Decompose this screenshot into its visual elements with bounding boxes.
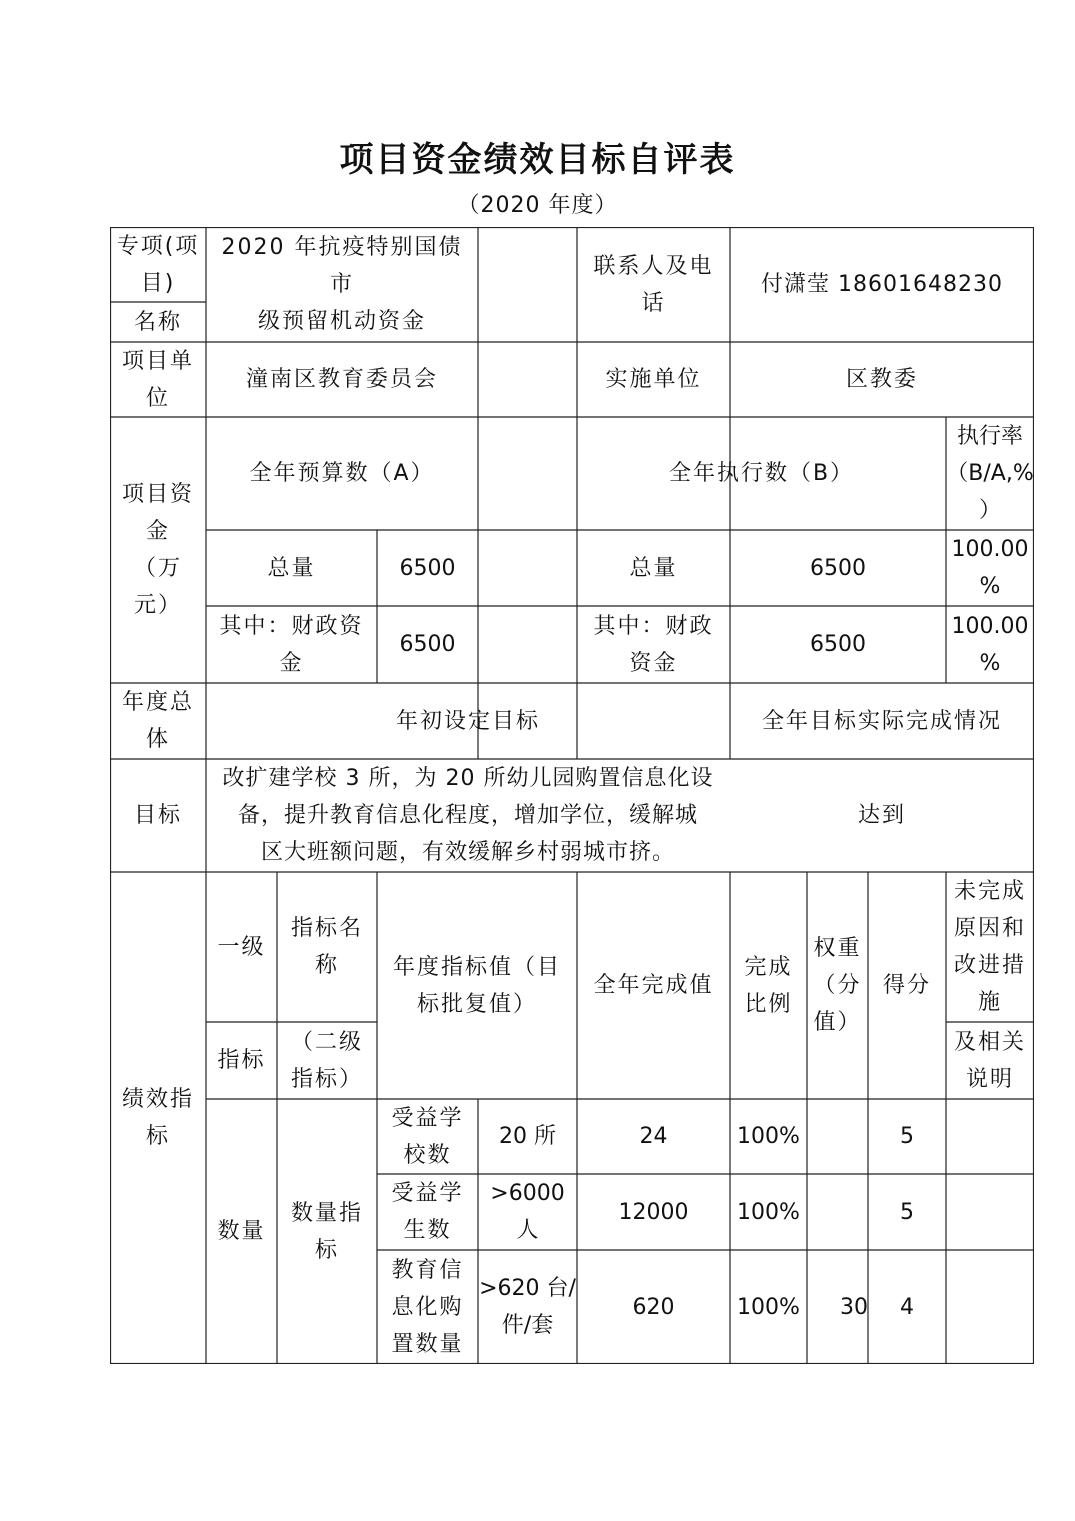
contact-label: 联系人及电 话 — [593, 253, 714, 316]
project-name-value: 2020 年抗疫特别国债市 级预留机动资金 — [221, 235, 463, 334]
reason-header: 未完成 原因和 改进措 施 — [953, 879, 1026, 1015]
indicator-ratio: 100% — [737, 1294, 800, 1320]
indicator-name-header-b: （二级 指标） — [290, 1029, 363, 1092]
total-exec: 6500 — [810, 555, 866, 581]
project-unit-label: 项目单 位 — [121, 348, 194, 411]
page-subtitle: （2020 年度） — [457, 193, 618, 218]
project-name-label-b: 名称 — [133, 309, 182, 335]
indicator-name: 受益学 生数 — [391, 1181, 464, 1243]
indicator-complete: 620 — [632, 1294, 675, 1320]
indicator-score: 4 — [900, 1294, 914, 1320]
indicator-weight — [807, 1174, 868, 1250]
indicator-score: 5 — [900, 1199, 914, 1225]
indicator-note — [946, 1099, 1034, 1174]
indicator-target: 20 所 — [499, 1124, 556, 1149]
indicator-weight — [807, 1099, 868, 1174]
target-header: 年度指标值（目 标批复值） — [392, 954, 561, 1017]
level1-header-b: 指标 — [217, 1048, 266, 1073]
project-name-label: 专项(项 目) — [116, 233, 200, 296]
total-rate: 100.00 % — [951, 537, 1029, 599]
indicator-ratio: 100% — [737, 1124, 800, 1149]
indicator-note — [946, 1250, 1034, 1364]
implementing-unit-label: 实施单位 — [605, 367, 702, 392]
contact-value: 付潇莹 18601648230 — [761, 272, 1003, 297]
project-unit-value: 潼南区教育委员会 — [245, 367, 438, 392]
budget-header: 全年预算数（A） — [249, 461, 435, 486]
total-exec-label: 总量 — [629, 555, 678, 581]
indicator-name: 受益学 校数 — [391, 1105, 464, 1168]
performance-label: 绩效指 标 — [121, 1087, 194, 1149]
total-budget: 6500 — [399, 555, 456, 581]
indicator-target: >620 台/ 件/套 — [479, 1276, 576, 1338]
quantity-level2: 数量指 标 — [290, 1200, 363, 1263]
initial-goal-text: 改扩建学校 3 所，为 20 所幼儿园购置信息化设 备，提升教育信息化程度，增加学位，缓解城 区大班额问题，有效缓解乡村弱城市挤。 — [222, 766, 714, 865]
page-title: 项目资金绩效目标自评表 — [339, 140, 736, 180]
fiscal-label: 其中：财政资 金 — [219, 613, 364, 676]
level1-header: 一级 — [217, 934, 266, 960]
indicator-score: 5 — [900, 1124, 914, 1149]
execution-header: 全年执行数（B） — [668, 461, 855, 486]
total-label: 总量 — [267, 555, 316, 581]
indicator-complete: 24 — [639, 1124, 668, 1149]
indicator-name-header: 指标名 称 — [290, 916, 363, 978]
annual-goal-label: 年度总 体 — [121, 690, 194, 752]
execution-rate-header: 执行率 （B/A,% ） — [946, 424, 1034, 523]
score-header: 得分 — [882, 973, 931, 998]
weight-header: 权重 （分 值） — [813, 936, 862, 1035]
indicator-complete: 12000 — [618, 1199, 689, 1225]
fiscal-exec-label: 其中：财政 资金 — [593, 613, 714, 676]
ratio-header: 完成 比例 — [744, 954, 793, 1017]
fiscal-exec: 6500 — [810, 632, 866, 657]
indicator-ratio: 100% — [737, 1199, 800, 1225]
funds-label: 项目资 金 （万 元） — [121, 482, 194, 618]
fiscal-rate: 100.00 % — [951, 613, 1029, 676]
implementing-unit-value: 区教委 — [845, 367, 918, 392]
evaluation-table — [110, 227, 1034, 1364]
actual-goal-text: 达到 — [857, 803, 906, 828]
fiscal-budget: 6500 — [399, 632, 456, 657]
indicator-target: >6000 人 — [490, 1181, 565, 1243]
indicator-name: 教育信 息化购 置数量 — [391, 1257, 464, 1357]
quantity-level1: 数量 — [217, 1219, 266, 1244]
indicator-weight: 30 — [840, 1294, 868, 1320]
actual-goal-header: 全年目标实际完成情况 — [761, 708, 1002, 734]
goal-label: 目标 — [133, 803, 182, 828]
indicator-note — [946, 1174, 1034, 1250]
initial-goal-header: 年初设定目标 — [395, 708, 540, 734]
complete-header: 全年完成值 — [593, 973, 714, 998]
reason-header-b: 及相关 说明 — [953, 1029, 1026, 1092]
